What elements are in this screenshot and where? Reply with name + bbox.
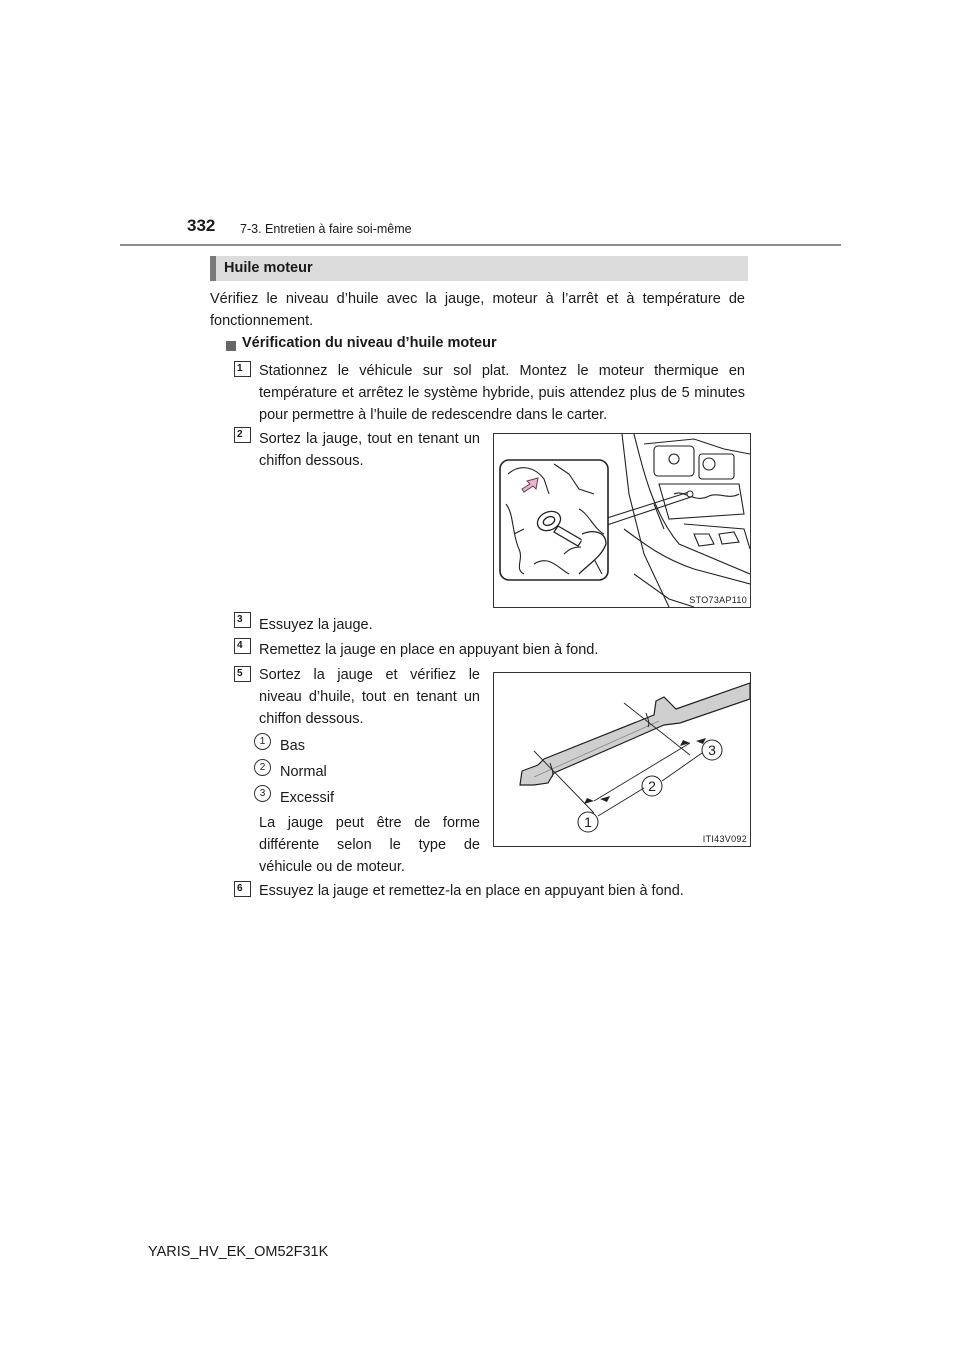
banner-accent	[210, 256, 216, 281]
step-text: Sortez la jauge et vérifiez le niveau d’huile, tout en tenant un chiffon dessous.	[259, 667, 480, 727]
level-number: 3	[254, 785, 271, 802]
step-number: 5	[234, 666, 251, 682]
step-number: 1	[234, 361, 251, 377]
callout-3: 3	[708, 742, 716, 758]
step-text: Sortez la jauge, tout en tenant un chiffon dessous.	[259, 431, 480, 469]
level-label: Bas	[280, 738, 305, 754]
dipstick-drawing	[494, 673, 750, 846]
subheading: Vérification du niveau d’huile moteur	[242, 335, 497, 351]
figure-id: ITI43V092	[702, 834, 747, 844]
level-label: Excessif	[280, 790, 334, 806]
note-text: La jauge peut être de forme différente selon le type de véhicule ou de moteur.	[259, 815, 480, 875]
callout-1: 1	[584, 814, 592, 830]
level-number: 2	[254, 759, 271, 776]
step-text: Remettez la jauge en place en appuyant bien à fond.	[259, 642, 599, 658]
document-code: YARIS_HV_EK_OM52F31K	[148, 1244, 329, 1260]
figure-id: STO73AP110	[689, 595, 747, 605]
bullet-square-icon	[226, 341, 236, 351]
level-label: Normal	[280, 764, 327, 780]
step-number: 2	[234, 427, 251, 443]
section-title: 7-3. Entretien à faire soi-même	[240, 222, 412, 236]
level-number: 1	[254, 733, 271, 750]
engine-bay-illustration	[493, 433, 751, 608]
dipstick-illustration	[493, 672, 751, 847]
engine-bay-drawing	[494, 434, 750, 607]
callout-2: 2	[648, 778, 656, 794]
intro-paragraph: Vérifiez le niveau d’huile avec la jauge, moteur à l’arrêt et à température de fonctionnement.	[210, 291, 745, 329]
step-number: 3	[234, 612, 251, 628]
banner-title: Huile moteur	[224, 260, 313, 276]
header-rule	[120, 244, 841, 246]
step-number: 4	[234, 638, 251, 654]
step-text: Stationnez le véhicule sur sol plat. Montez le moteur thermique en température et arrêtez le système hybride, puis attendez plus de 5 minutes pour permettre à l’huile de redescendre dans le carter.	[259, 363, 745, 423]
step-text: Essuyez la jauge.	[259, 617, 373, 633]
step-number: 6	[234, 881, 251, 897]
page-number: 332	[187, 216, 216, 235]
step-text: Essuyez la jauge et remettez-la en place en appuyant bien à fond.	[259, 883, 684, 899]
